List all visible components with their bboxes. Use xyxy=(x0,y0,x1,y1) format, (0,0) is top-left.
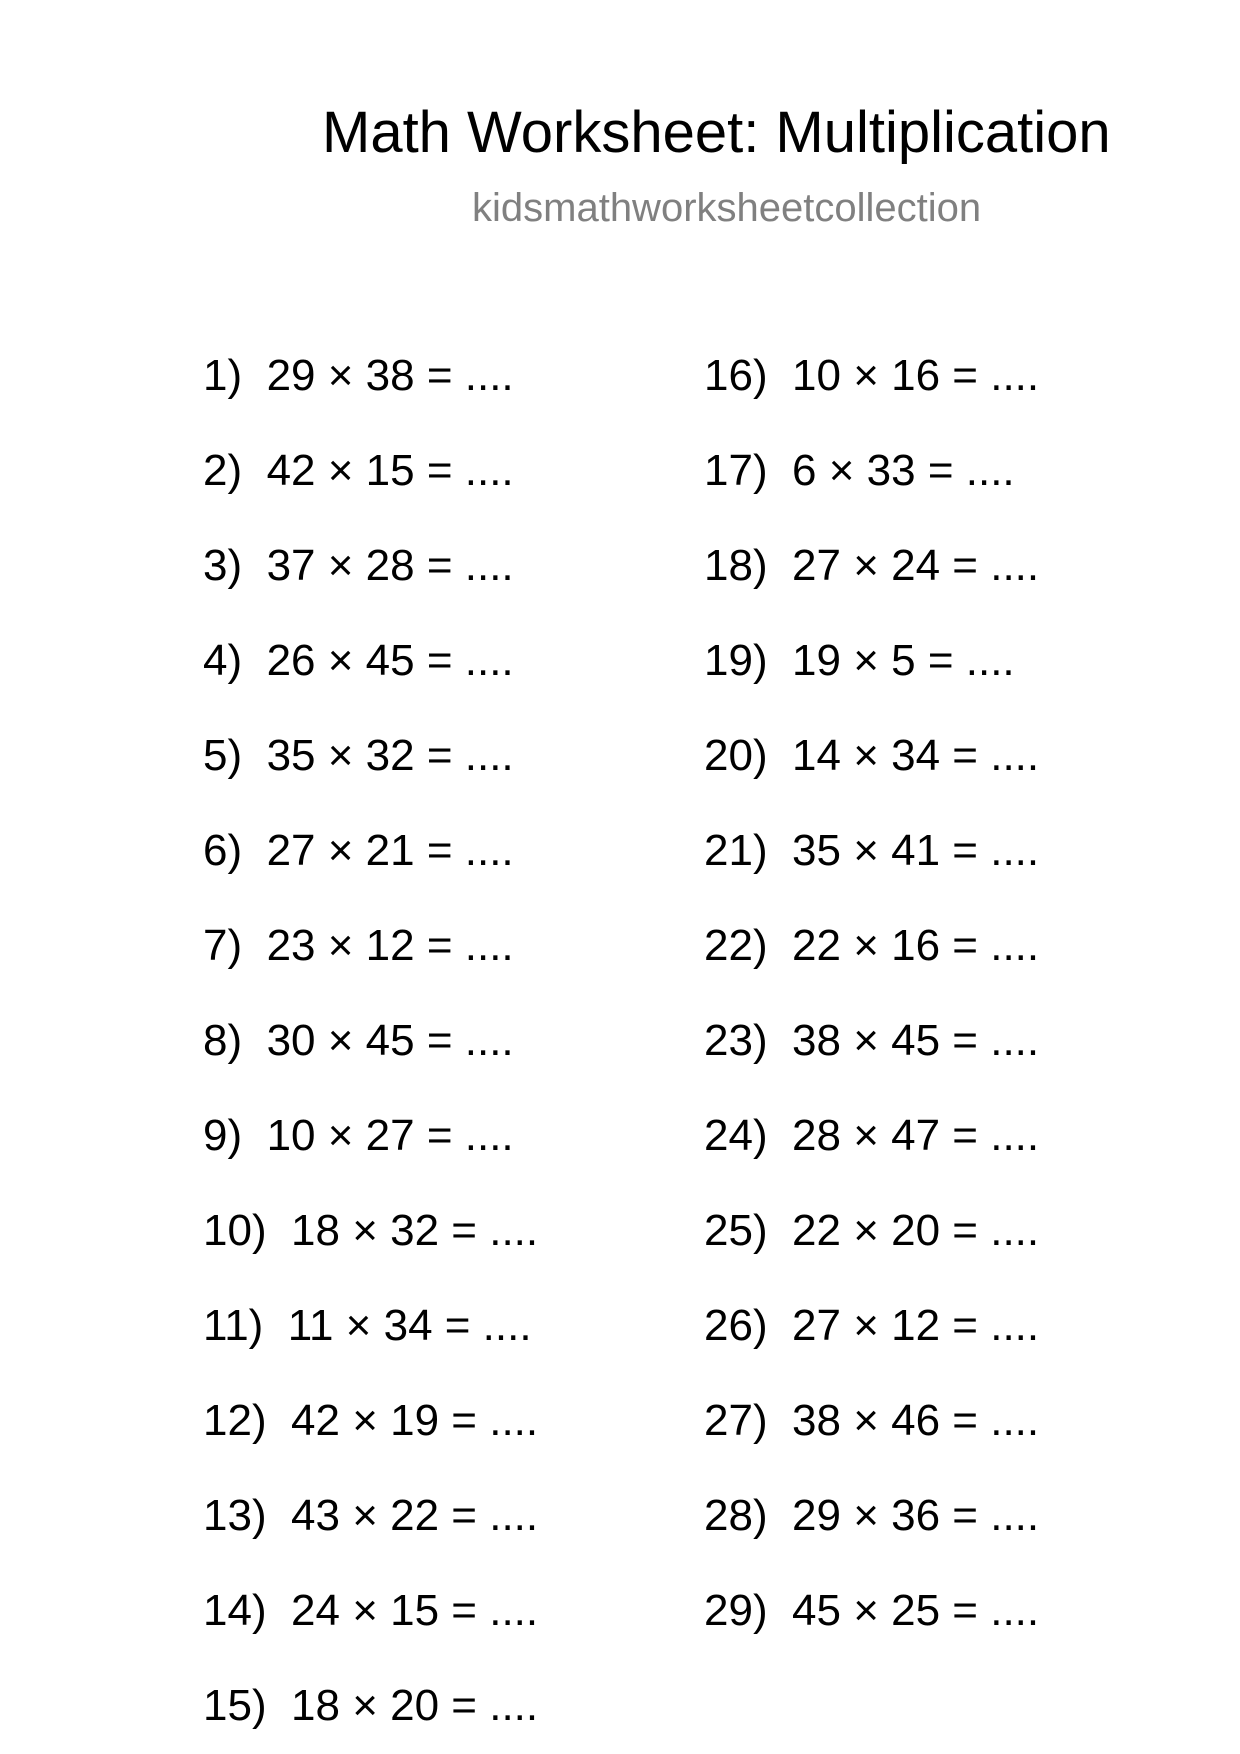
problem-item: 28) 29 × 36 = .... xyxy=(704,1491,1040,1540)
problem-item: 14) 24 × 15 = .... xyxy=(203,1586,539,1635)
problem-item: 13) 43 × 22 = .... xyxy=(203,1491,539,1540)
problem-item: 11) 11 × 34 = .... xyxy=(203,1301,532,1350)
problem-item: 3) 37 × 28 = .... xyxy=(203,541,514,590)
problem-item: 29) 45 × 25 = .... xyxy=(704,1586,1040,1635)
problem-item: 12) 42 × 19 = .... xyxy=(203,1396,539,1445)
problem-item: 1) 29 × 38 = .... xyxy=(203,351,514,400)
problem-item: 15) 18 × 20 = .... xyxy=(203,1681,539,1730)
problem-item: 20) 14 × 34 = .... xyxy=(704,731,1040,780)
problem-item: 24) 28 × 47 = .... xyxy=(704,1111,1040,1160)
worksheet-source: kidsmathworksheetcollection xyxy=(472,186,982,230)
problem-item: 7) 23 × 12 = .... xyxy=(203,921,514,970)
problem-item: 27) 38 × 46 = .... xyxy=(704,1396,1040,1445)
problem-item: 8) 30 × 45 = .... xyxy=(203,1016,514,1065)
problem-item: 6) 27 × 21 = .... xyxy=(203,826,514,875)
problem-item: 18) 27 × 24 = .... xyxy=(704,541,1040,590)
problem-item: 22) 22 × 16 = .... xyxy=(704,921,1040,970)
problem-item: 10) 18 × 32 = .... xyxy=(203,1206,539,1255)
problem-item: 9) 10 × 27 = .... xyxy=(203,1111,514,1160)
problem-item: 16) 10 × 16 = .... xyxy=(704,351,1040,400)
problem-item: 17) 6 × 33 = .... xyxy=(704,446,1015,495)
problem-item: 4) 26 × 45 = .... xyxy=(203,636,514,685)
problem-item: 26) 27 × 12 = .... xyxy=(704,1301,1040,1350)
worksheet-title: Math Worksheet: Multiplication xyxy=(322,100,1111,165)
problem-item: 19) 19 × 5 = .... xyxy=(704,636,1015,685)
problem-item: 23) 38 × 45 = .... xyxy=(704,1016,1040,1065)
problem-item: 5) 35 × 32 = .... xyxy=(203,731,514,780)
problem-item: 21) 35 × 41 = .... xyxy=(704,826,1040,875)
problem-item: 2) 42 × 15 = .... xyxy=(203,446,514,495)
problem-item: 25) 22 × 20 = .... xyxy=(704,1206,1040,1255)
